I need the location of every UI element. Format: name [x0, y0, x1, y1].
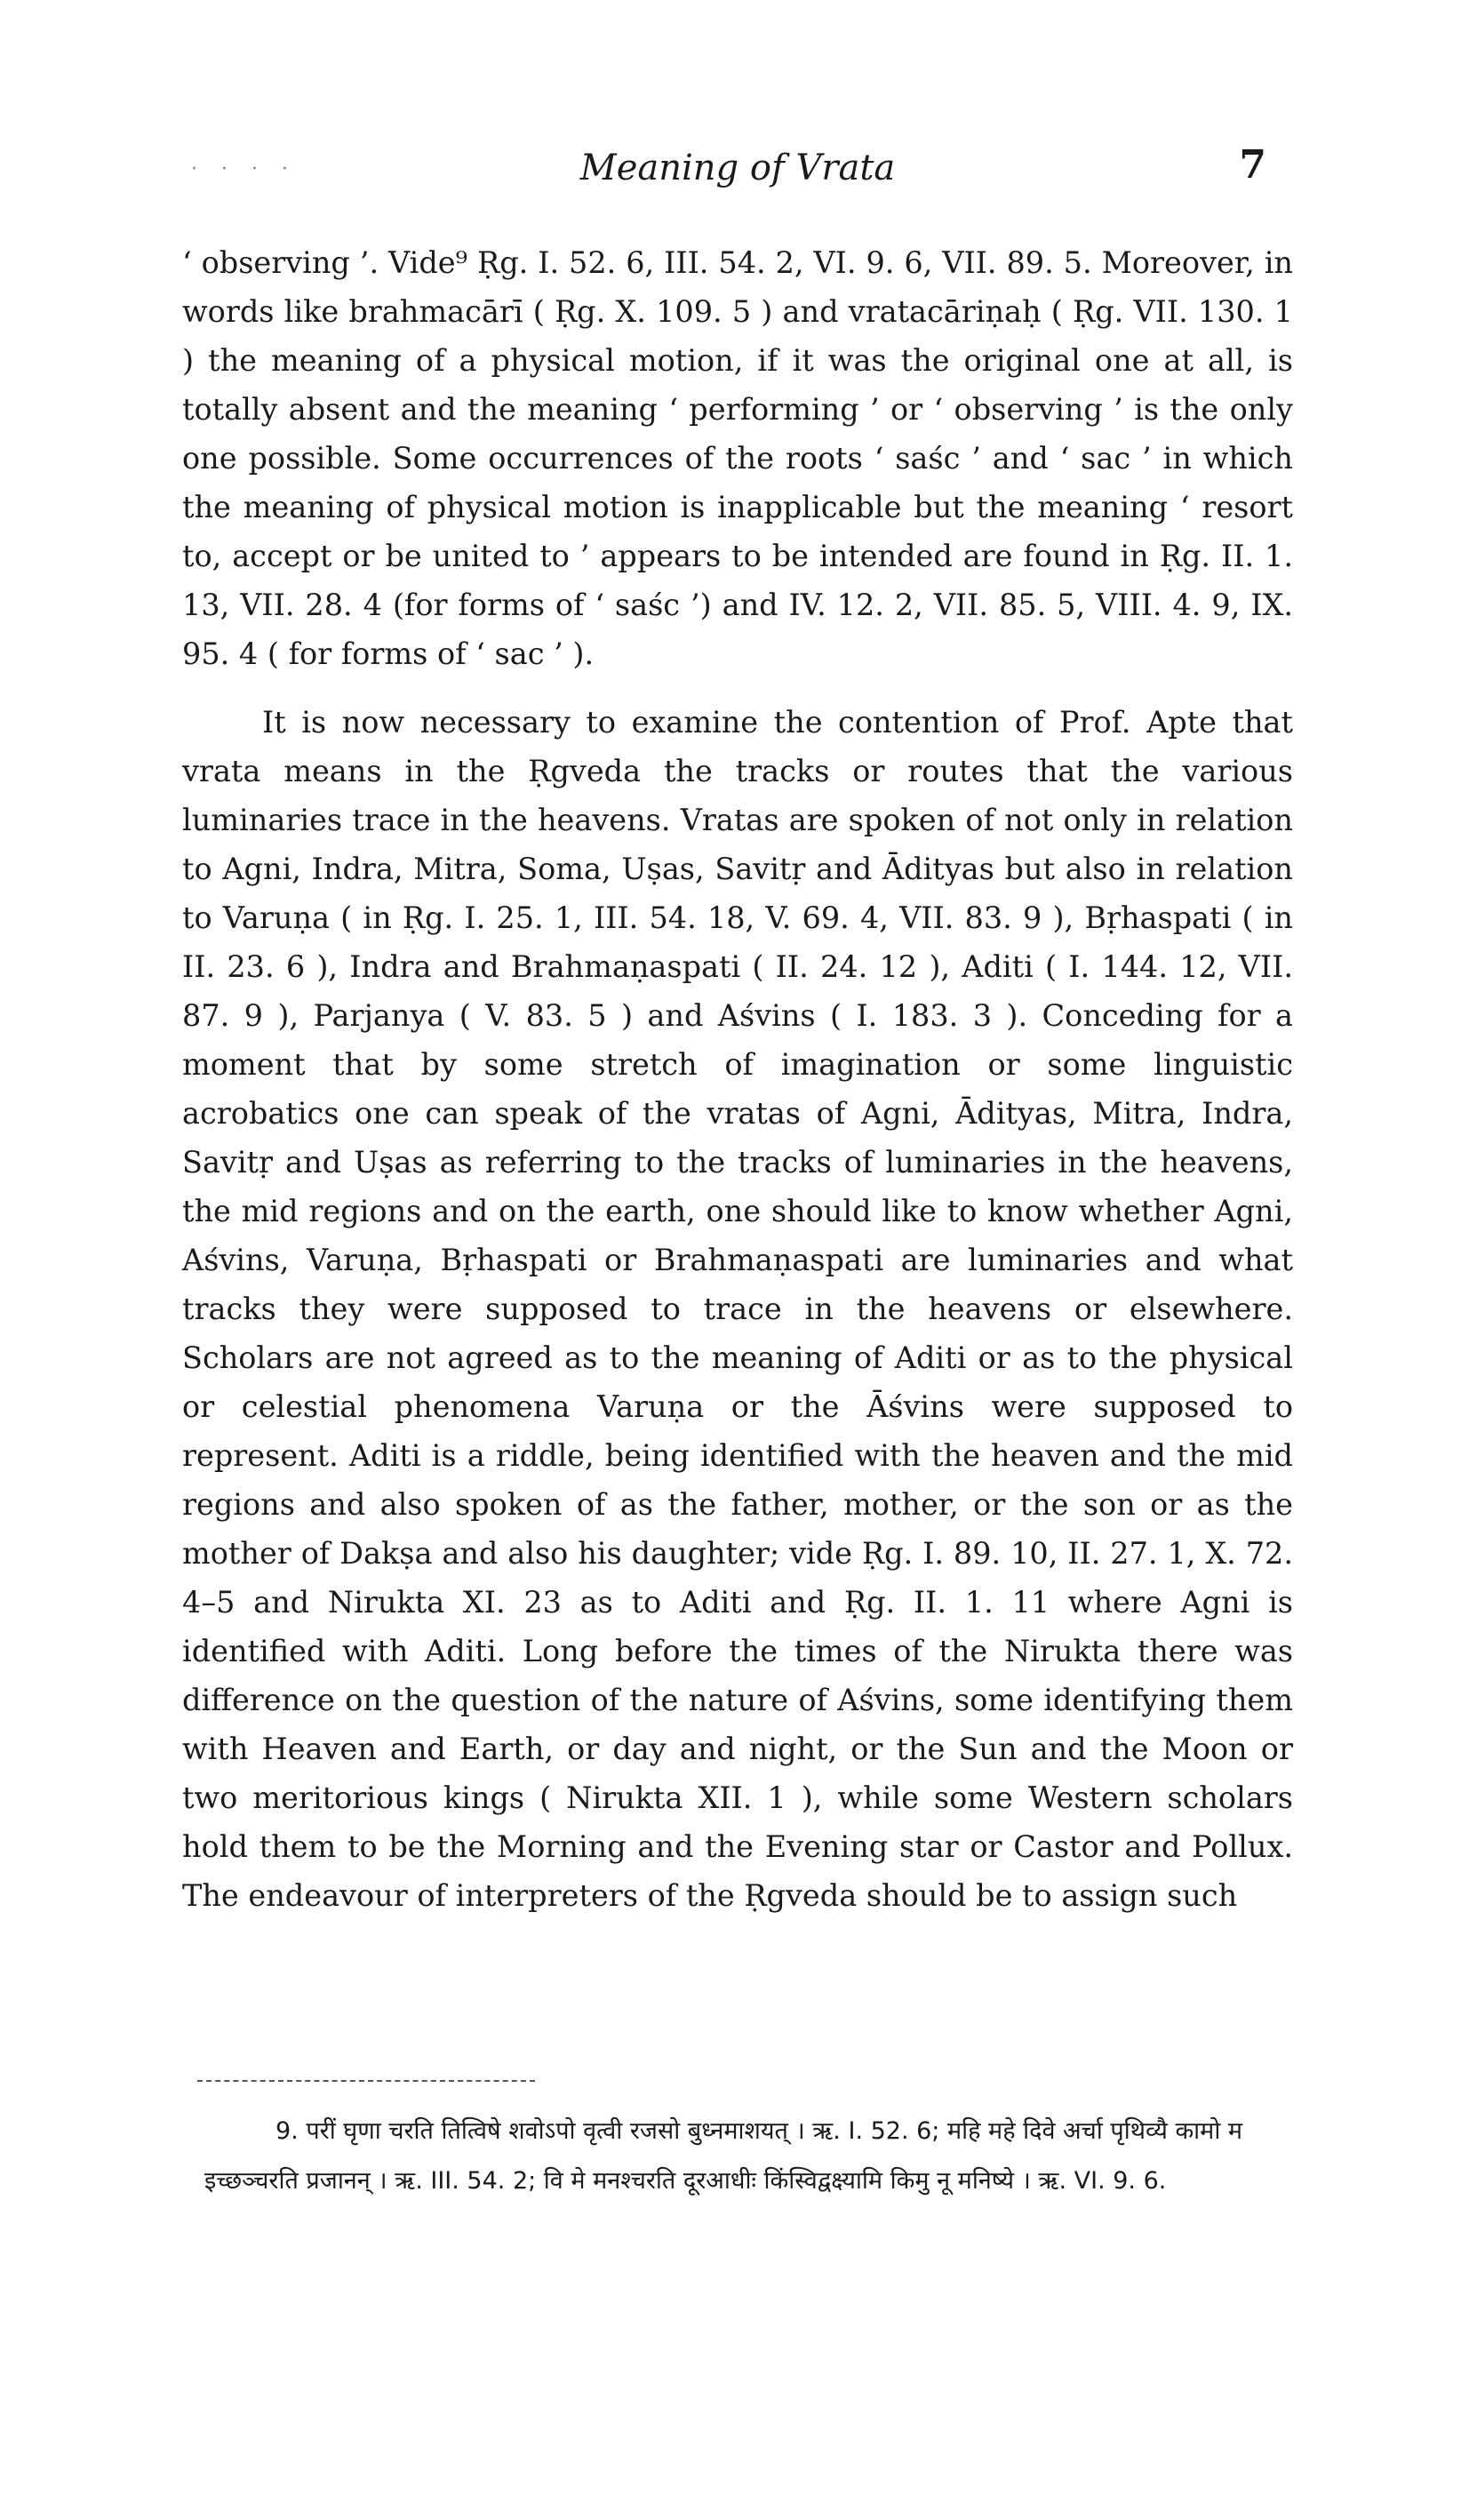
running-title: Meaning of Vrata: [579, 148, 896, 188]
paragraph-2: It is now necessary to examine the contention of Prof. Apte that vrata means in the Ṛgveda the tracks or routes that the various luminaries trace in the heavens. Vratas are spoken of not only in relation to Agni, Indra, Mitra, Soma, Uṣas, Savitṛ and Ādityas but also in relation to Varuṇa ( in Ṛg. I. 25. 1, III. 54. 18, V. 69. 4, VII. 83. 9 ), Bṛhaspati ( in II. 23. 6 ), Indra and Brahmaṇaspati ( II. 24. 12 ), Aditi ( I. 144. 12, VII. 87. 9 ), Parjanya ( V. 83. 5 ) and Aśvins ( I. 183. 3 ). Conceding for a moment that by some stretch of imagination or some linguistic acrobatics one can speak of the vratas of Agni, Ādityas, Mitra, Indra, Savitṛ and Uṣas as referring to the tracks of luminaries in the heavens, the mid regions and on the earth, one should like to know whether Agni, Aśvins, Varuṇa, Bṛhaspati or Brahmaṇaspati are luminaries and what tracks they were supposed to trace in the heavens or elsewhere. Scholars are not agreed as to the meaning of Aditi or as to the physical or celestial phenomena Varuṇa or the Āśvins were supposed to represent. Aditi is a riddle, being identified with the heaven and the mid regions and also spoken of as the father, mother, or the son or as the mother of Dakṣa and also his daughter; vide Ṛg. I. 89. 10, II. 27. 1, X. 72. 4–5 and Nirukta XI. 23 as to Aditi and Ṛg. II. 1. 11 where Agni is identified with Aditi. Long before the times of the Nirukta there was difference on the question of the nature of Aśvins, some identifying them with Heaven and Earth, or day and night, or the Sun and the Moon or two meritorious kings ( Nirukta XII. 1 ), while some Western scholars hold them to be the Morning and the Evening star or Castor and Pollux. The endeavour of interpreters of the Ṛgveda should be to assign such: [182, 705, 1293, 1913]
footnote-9: 9. परीं घृणा चरति तित्विषे शवोऽपो वृत्वी रजसो बुध्नमाशयत् । ऋ. I. 52. 6; महि महे दिवे अर्चा पृथिव्यै कामो म इच्छञ्चरति प्रजानन् । ऋ. III. 54. 2; वि मे मनश्चरति दूरआधीः किंस्विद्वक्ष्यामि किमु नू मनिष्ये । ऋ. VI. 9. 6.: [204, 2117, 1243, 2195]
paragraph-1: ‘ observing ’. Vide⁹ Ṛg. I. 52. 6, III. 54. 2, VI. 9. 6, VII. 89. 5. Moreover, in words like brahmacārī ( Ṛg. X. 109. 5 ) and vratacāriṇaḥ ( Ṛg. VII. 130. 1 ) the meaning of a physical motion, if it was the original one at all, is totally absent and the meaning ‘ performing ’ or ‘ observing ’ is the only one possible. Some occurrences of the roots ‘ saśc ’ and ‘ sac ’ in which the meaning of physical motion is inapplicable but the meaning ‘ resort to, accept or be united to ’ appears to be intended are found in Ṛg. II. 1. 13, VII. 28. 4 (for forms of ‘ saśc ’) and IV. 12. 2, VII. 85. 5, VIII. 4. 9, IX. 95. 4 ( for forms of ‘ sac ’ ).: [182, 245, 1293, 671]
page-header: [182, 142, 1293, 196]
body-text: [182, 238, 1293, 1920]
footnote-rule: [197, 2080, 535, 2082]
page-number: 7: [1239, 142, 1266, 188]
header-marks: · · · ·: [191, 158, 297, 180]
